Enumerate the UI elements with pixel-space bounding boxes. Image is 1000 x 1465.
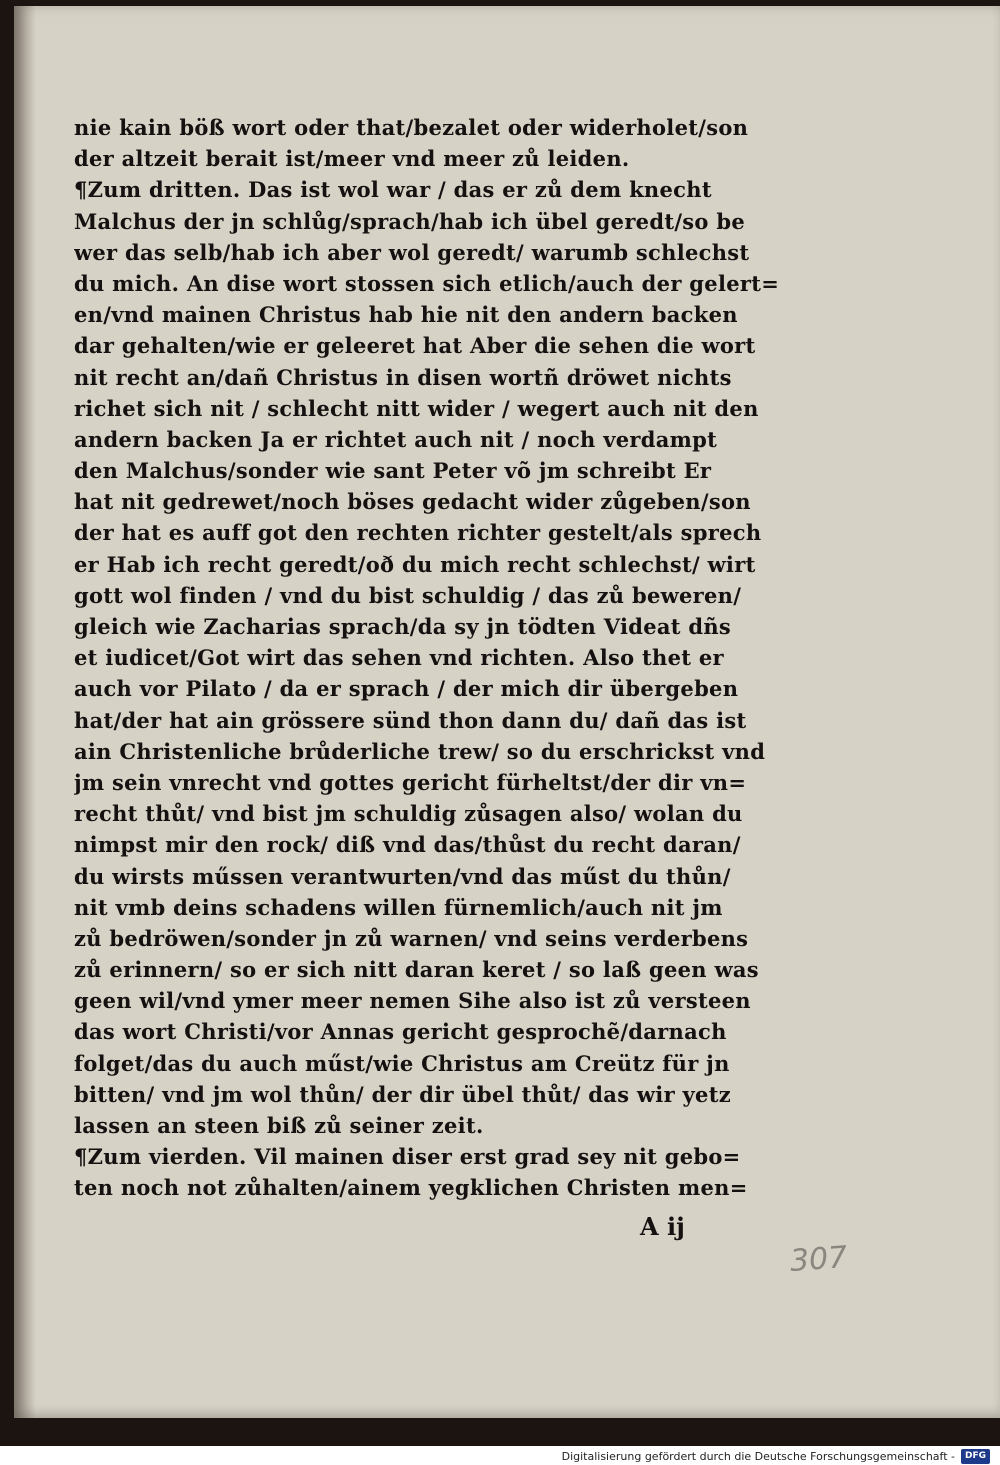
text-line: recht thůt/ vnd bist jm schuldig zůsagen also/ wolan du: [74, 801, 743, 827]
text-line: gott wol finden / vnd du bist schuldig / das zů beweren/: [74, 582, 742, 608]
text-line: gleich wie Zacharias sprach/da sy jn tödten Videat dñs: [74, 614, 732, 639]
text-line: jm sein vnrecht vnd gottes gericht fürheltst/der dir vn=: [74, 769, 747, 795]
text-line: ¶Zum dritten. Das ist wol war / das er zů dem knecht: [74, 177, 712, 203]
text-line: nimpst mir den rock/ diß vnd das/thůst du recht daran/: [74, 832, 741, 858]
text-line: wer das selb/hab ich aber wol geredt/ warumb schlechst: [74, 239, 750, 265]
body-text: [74, 112, 794, 1204]
text-line: auch vor Pilato / da er sprach / der mich dir übergeben: [74, 676, 739, 702]
text-line: andern backen Ja er richtet auch nit / noch verdampt: [74, 426, 718, 452]
folio-number: 307: [788, 1240, 849, 1279]
text-line: du mich. An dise wort stossen sich etlich/auch der gelert=: [74, 270, 780, 296]
text-line: geen wil/vnd ymer meer nemen Sihe also ist zů versteen: [74, 988, 751, 1014]
text-line: nit recht an/dañ Christus in disen wortñ dröwet nichts: [74, 364, 732, 390]
text-line: ten noch not zůhalten/ainem yegklichen Christen men=: [74, 1175, 748, 1201]
text-line: hat nit gedrewet/noch böses gedacht wider zůgeben/son: [74, 489, 751, 515]
text-line: folget/das du auch műst/wie Christus am Creütz für jn: [74, 1050, 730, 1076]
text-line: er Hab ich recht geredt/oð du mich recht schlechst/ wirt: [74, 551, 756, 577]
credit-text: Digitalisierung gefördert durch die Deutsche Forschungsgemeinschaft -: [561, 1449, 955, 1463]
signature-mark: A ij: [640, 1212, 685, 1241]
text-line: nit vmb deins schadens willen fürnemlich/auch nit jm: [74, 894, 723, 920]
text-line: ¶Zum vierden. Vil mainen diser erst grad sey nit gebo=: [74, 1144, 741, 1170]
text-line: richet sich nit / schlecht nitt wider / wegert auch nit den: [74, 395, 759, 421]
text-line: bitten/ vnd jm wol thůn/ der dir übel thůt/ das wir yetz: [74, 1081, 731, 1107]
text-line: zů erinnern/ so er sich nitt daran keret / so laß geen was: [74, 957, 759, 983]
dfg-logo: DFG: [961, 1449, 990, 1464]
text-line: der hat es auff got den rechten richter gestelt/als sprech: [74, 520, 762, 546]
text-line: hat/der hat ain grössere sünd thon dann du/ dañ das ist: [74, 707, 747, 733]
binding-shadow: [14, 6, 36, 1418]
text-line: ain Christenliche brůderliche trew/ so du erschrickst vnd: [74, 738, 766, 764]
text-line: du wirsts műssen verantwurten/vnd das műst du thůn/: [74, 863, 731, 889]
text-line: nie kain böß wort oder that/bezalet oder widerholet/son: [74, 115, 749, 140]
text-line: der altzeit berait ist/meer vnd meer zů leiden.: [74, 146, 630, 172]
footer-credit: [562, 1447, 990, 1465]
text-line: et iudicet/Got wirt das sehen vnd richten. Also thet er: [74, 645, 724, 671]
text-line: den Malchus/sonder wie sant Peter võ jm schreibt Er: [74, 458, 712, 484]
text-line: lassen an steen biß zů seiner zeit.: [74, 1113, 484, 1138]
text-line: zů bedröwen/sonder jn zů warnen/ vnd seins verderbens: [74, 925, 749, 951]
text-line: en/vnd mainen Christus hab hie nit den andern backen: [74, 302, 738, 328]
text-line: Malchus der jn schlůg/sprach/hab ich übel geredt/so be: [74, 208, 745, 234]
text-line: dar gehalten/wie er geleeret hat Aber die sehen die wort: [74, 333, 756, 359]
text-line: das wort Christi/vor Annas gericht gesprochẽ/darnach: [74, 1019, 727, 1045]
